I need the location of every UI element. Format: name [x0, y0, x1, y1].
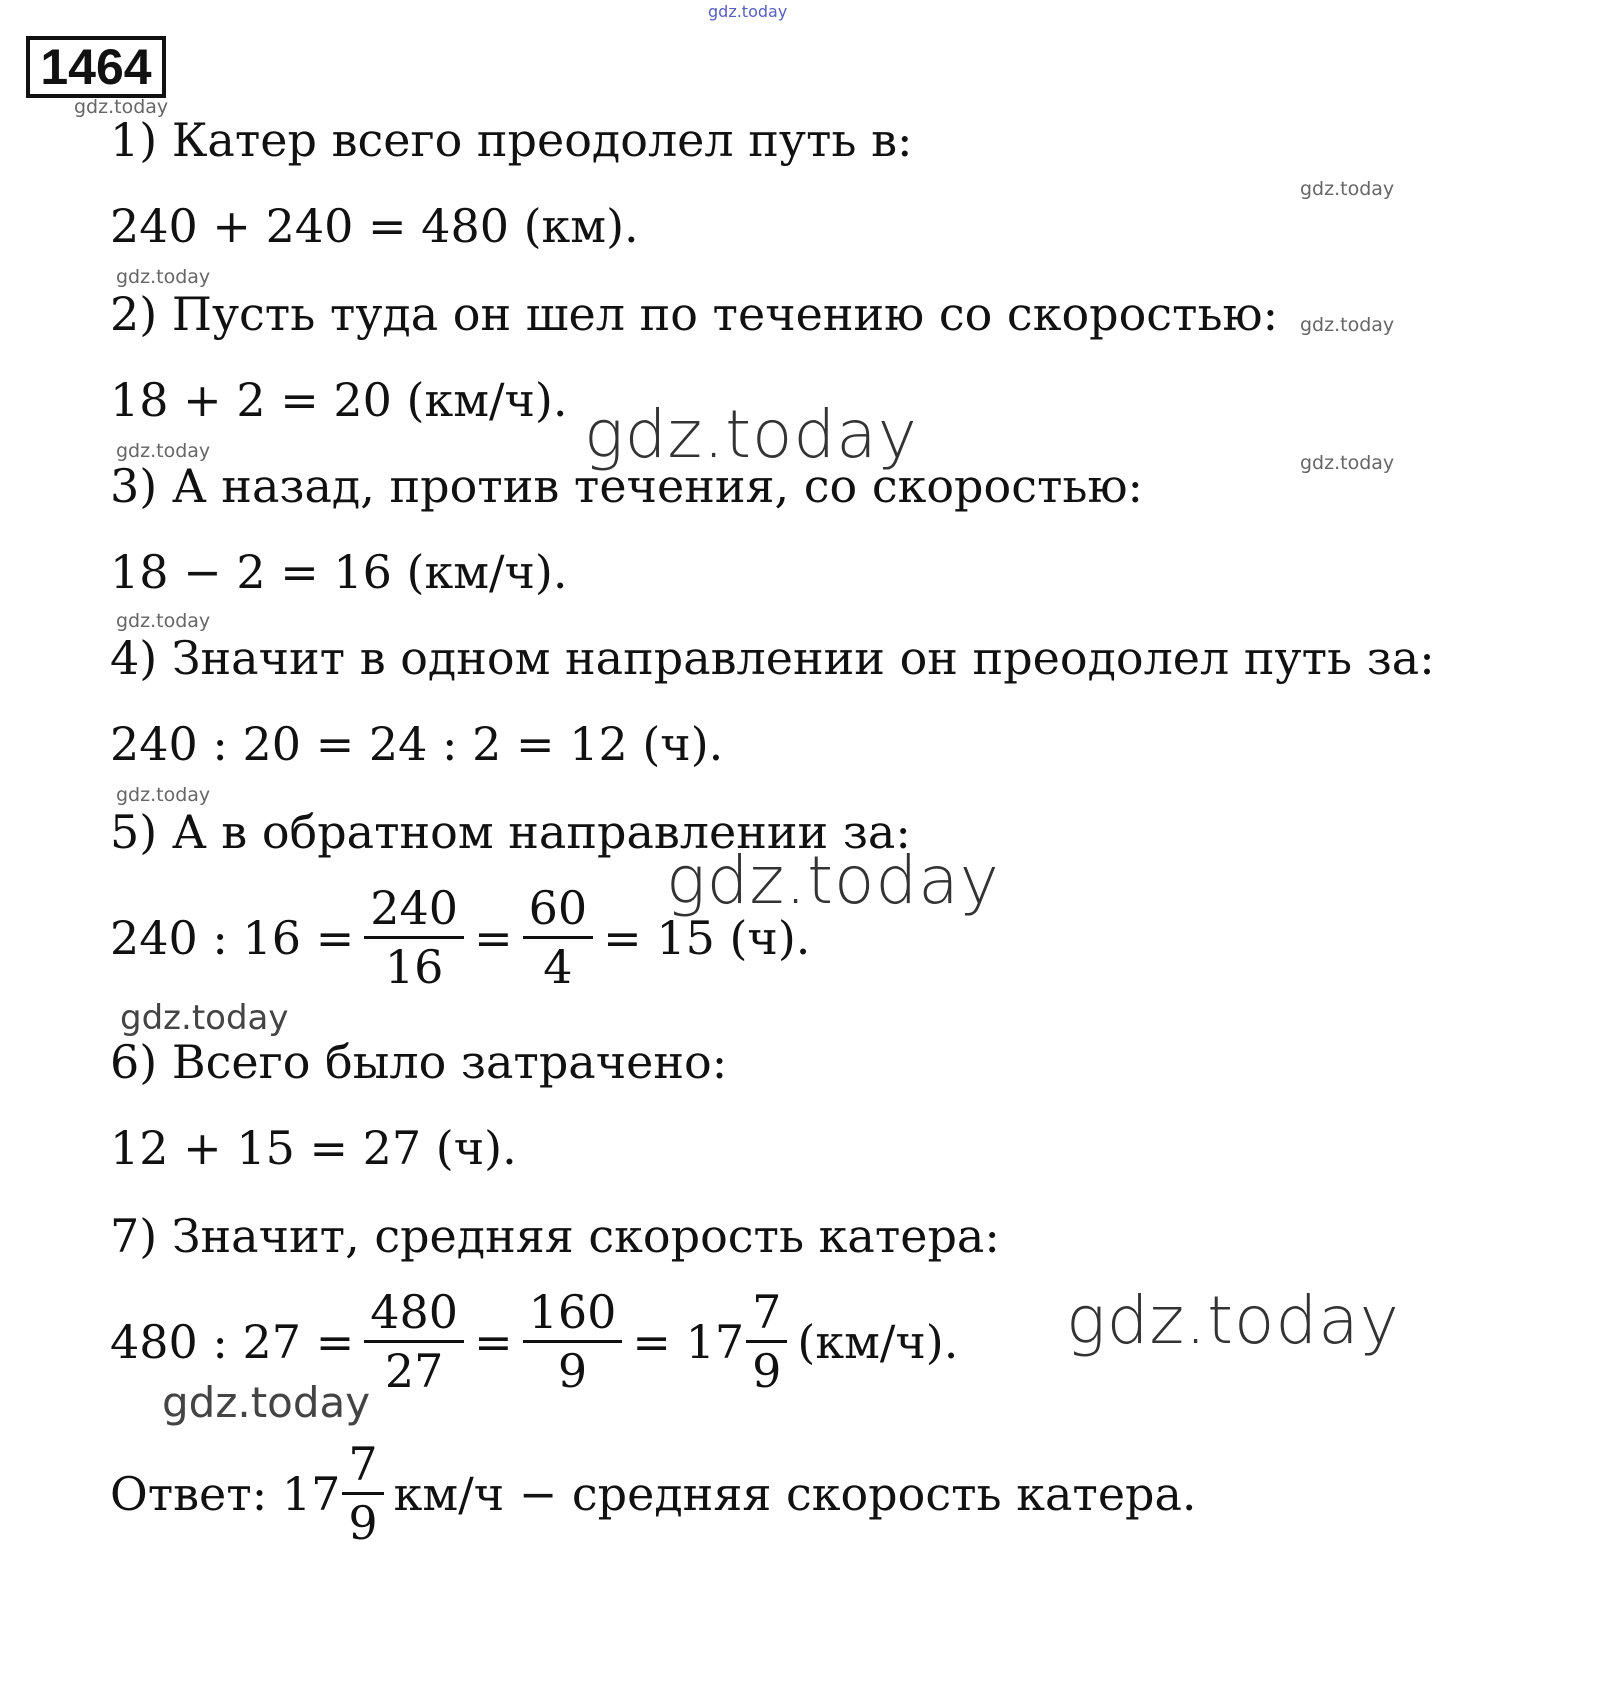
watermark: gdz.today [708, 2, 788, 21]
watermark: gdz.today [1066, 1282, 1400, 1359]
watermark: gdz.today [74, 96, 169, 118]
answer-fraction [342, 1436, 383, 1551]
fraction-numerator: 60 [528, 881, 588, 935]
watermark: gdz.today [120, 998, 289, 1038]
step-7-fraction-3 [746, 1284, 787, 1399]
watermark: gdz.today [116, 610, 211, 632]
fraction-denominator: 9 [752, 1344, 782, 1398]
step-7-lead: 480 : 27 = [110, 1314, 355, 1369]
answer-lead: Ответ: 17 [110, 1466, 341, 1521]
fraction-numerator: 160 [528, 1285, 617, 1339]
step-5-tail: = 15 (ч). [603, 910, 811, 965]
step-6-label: 6) Всего было затрачено: [110, 1035, 728, 1089]
step-1-label: 1) Катер всего преодолел путь в: [110, 113, 913, 167]
step-5-fraction-2 [523, 880, 594, 995]
watermark: gdz.today [584, 396, 918, 473]
watermark: gdz.today [116, 266, 211, 288]
answer-tail: км/ч − средняя скорость катера. [393, 1466, 1197, 1521]
equals-sign: = [474, 1314, 513, 1369]
fraction-numerator: 480 [370, 1285, 459, 1339]
step-4-label: 4) Значит в одном направлении он преодолел путь за: [110, 631, 1435, 685]
fraction-numerator: 7 [348, 1437, 378, 1491]
step-4-expression: 240 : 20 = 24 : 2 = 12 (ч). [110, 717, 724, 771]
watermark: gdz.today [666, 842, 1000, 919]
step-5-fraction-1 [364, 880, 464, 995]
equals-sign: = [474, 910, 513, 965]
fraction-denominator: 9 [557, 1344, 588, 1398]
watermark: gdz.today [116, 784, 211, 806]
step-5-lead: 240 : 16 = [110, 910, 355, 965]
fraction-numerator: 7 [752, 1285, 782, 1339]
problem-number: 1464 [26, 36, 166, 98]
step-7-label: 7) Значит, средняя скорость катера: [110, 1209, 1000, 1263]
step-7-fraction-2 [523, 1284, 623, 1399]
watermark: gdz.today [162, 1378, 371, 1427]
step-5-label: 5) А в обратном направлении за: [110, 805, 911, 859]
step-1-expression: 240 + 240 = 480 (км). [110, 199, 639, 253]
fraction-denominator: 27 [384, 1344, 444, 1398]
fraction-numerator: 240 [370, 881, 459, 935]
step-7-mixed-whole: = 17 [632, 1314, 745, 1369]
fraction-denominator: 16 [384, 940, 444, 994]
watermark: gdz.today [1300, 178, 1395, 200]
fraction-denominator: 9 [348, 1496, 378, 1550]
watermark: gdz.today [1300, 452, 1395, 474]
watermark: gdz.today [116, 440, 211, 462]
watermark: gdz.today [1300, 314, 1395, 336]
step-3-label: 3) А назад, против течения, со скоростью: [110, 459, 1144, 513]
fraction-denominator: 4 [543, 940, 573, 994]
step-6-expression: 12 + 15 = 27 (ч). [110, 1121, 517, 1175]
step-2-expression: 18 + 2 = 20 (км/ч). [110, 373, 568, 427]
answer-line [110, 1436, 1197, 1551]
step-7-fraction-1 [364, 1284, 464, 1399]
step-7-tail: (км/ч). [797, 1314, 959, 1369]
step-2-label: 2) Пусть туда он шел по течению со скоростью: [110, 287, 1279, 341]
step-3-expression: 18 − 2 = 16 (км/ч). [110, 545, 568, 599]
